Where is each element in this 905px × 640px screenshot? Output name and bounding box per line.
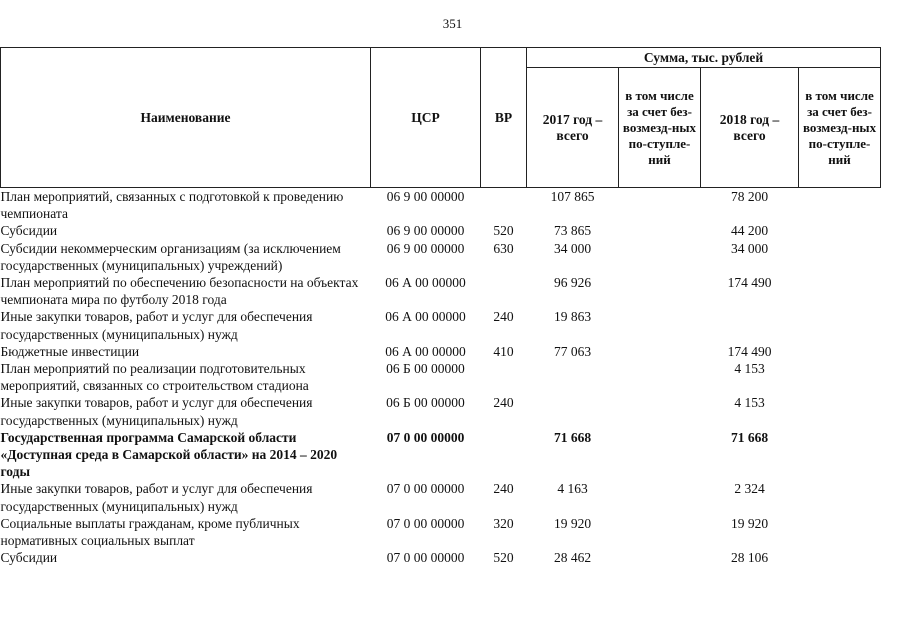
table-row bbox=[1, 515, 881, 549]
table-row bbox=[1, 274, 881, 308]
row-name: План мероприятий, связанных с подготовкой к проведению чемпионата bbox=[0, 189, 344, 222]
row-csr: 07 0 00 00000 bbox=[386, 481, 465, 497]
row-2018-incl bbox=[799, 222, 881, 239]
row-2018-incl bbox=[799, 394, 881, 428]
row-2017-incl bbox=[619, 549, 701, 566]
row-2017-total: 4 163 bbox=[557, 481, 588, 497]
row-vr bbox=[481, 274, 527, 308]
row-name: Иные закупки товаров, работ и услуг для обеспечения государственных (муниципальных) нужд bbox=[0, 481, 313, 514]
table-body bbox=[1, 188, 881, 567]
row-2017-incl bbox=[619, 188, 701, 223]
row-2018-total: 34 000 bbox=[730, 240, 769, 256]
row-name: Субсидии некоммерческим организациям (за исключением государственных (муниципальных) учреждений) bbox=[0, 240, 341, 273]
row-2017-incl bbox=[619, 308, 701, 342]
table-header bbox=[1, 48, 881, 188]
header-2018-incl: в том числе за счет без-возмезд-ных по-ступле-ний bbox=[799, 68, 881, 188]
row-csr: 06 А 00 00000 bbox=[385, 275, 466, 291]
row-csr: 06 Б 00 00000 bbox=[386, 361, 465, 377]
table-row bbox=[1, 429, 881, 481]
row-vr: 240 bbox=[493, 481, 514, 497]
row-2017-total: 107 865 bbox=[550, 189, 595, 204]
row-csr: 06 Б 00 00000 bbox=[386, 395, 465, 411]
row-csr: 06 9 00 00000 bbox=[386, 240, 465, 256]
table-row bbox=[1, 394, 881, 428]
table-row bbox=[1, 188, 881, 223]
row-2018-total: 28 106 bbox=[730, 550, 769, 566]
header-name: Наименование bbox=[1, 48, 371, 188]
row-2018-incl bbox=[799, 360, 881, 394]
row-csr: 06 9 00 00000 bbox=[386, 189, 465, 204]
row-vr: 240 bbox=[493, 395, 514, 411]
row-2017-incl bbox=[619, 222, 701, 239]
row-2017-total: 19 863 bbox=[553, 309, 592, 325]
row-2018-incl bbox=[799, 343, 881, 360]
row-csr: 06 9 00 00000 bbox=[386, 223, 465, 239]
row-2018-total: 19 920 bbox=[730, 515, 769, 531]
row-2018-total: 78 200 bbox=[730, 189, 769, 204]
table-row bbox=[1, 549, 881, 566]
table-row bbox=[1, 240, 881, 274]
header-2018-total: 2018 год – всего bbox=[701, 68, 799, 188]
row-name: Государственная программа Самарской области «Доступная среда в Самарской области» на 2014 – 2020 годы bbox=[0, 429, 338, 480]
row-csr: 07 0 00 00000 bbox=[386, 550, 465, 566]
row-vr bbox=[481, 188, 527, 223]
row-csr: 06 А 00 00000 bbox=[385, 309, 466, 325]
row-2017-total: 96 926 bbox=[553, 275, 592, 291]
row-name: Иные закупки товаров, работ и услуг для обеспечения государственных (муниципальных) нужд bbox=[0, 395, 313, 428]
row-2018-total bbox=[701, 308, 799, 342]
row-name: Субсидии bbox=[0, 223, 58, 239]
row-name: Субсидии bbox=[0, 550, 58, 566]
row-name: Социальные выплаты гражданам, кроме публичных нормативных социальных выплат bbox=[0, 515, 300, 549]
row-vr: 320 bbox=[493, 515, 514, 531]
row-vr bbox=[481, 360, 527, 394]
row-2017-total: 34 000 bbox=[553, 240, 592, 256]
table-row bbox=[1, 222, 881, 239]
header-vr: ВР bbox=[481, 48, 527, 188]
row-2017-total bbox=[527, 360, 619, 394]
row-vr: 240 bbox=[493, 309, 514, 325]
header-2017-total: 2017 год – всего bbox=[527, 68, 619, 188]
row-vr: 410 bbox=[493, 343, 514, 359]
row-2018-incl bbox=[799, 429, 881, 481]
row-name: Иные закупки товаров, работ и услуг для обеспечения государственных (муниципальных) нужд bbox=[0, 309, 313, 342]
header-2017-incl: в том числе за счет без-возмезд-ных по-ступле-ний bbox=[619, 68, 701, 188]
row-2017-total bbox=[527, 394, 619, 428]
row-2017-incl bbox=[619, 394, 701, 428]
header-sum-group: Сумма, тыс. рублей bbox=[527, 48, 881, 68]
row-2018-total: 2 324 bbox=[734, 481, 765, 497]
row-name: План мероприятий по реализации подготовительных мероприятий, связанных со строительством стадиона bbox=[0, 361, 309, 394]
row-vr: 520 bbox=[493, 550, 514, 566]
row-2017-incl bbox=[619, 429, 701, 481]
table-row bbox=[1, 360, 881, 394]
row-2017-incl bbox=[619, 343, 701, 360]
row-vr: 630 bbox=[493, 240, 514, 256]
row-2017-incl bbox=[619, 274, 701, 308]
row-name: План мероприятий по обеспечению безопасности на объектах чемпионата мира по футболу 2018 года bbox=[0, 275, 359, 308]
row-2018-incl bbox=[799, 274, 881, 308]
row-vr bbox=[481, 429, 527, 481]
row-2017-incl bbox=[619, 240, 701, 274]
row-vr: 520 bbox=[493, 223, 514, 239]
table-row bbox=[1, 480, 881, 514]
row-2018-total: 71 668 bbox=[730, 429, 769, 445]
page-number: 351 bbox=[442, 16, 463, 31]
row-name: Бюджетные инвестиции bbox=[0, 343, 140, 359]
row-2018-total: 174 490 bbox=[727, 343, 772, 359]
row-2018-incl bbox=[799, 188, 881, 223]
row-2017-total: 71 668 bbox=[553, 429, 592, 445]
row-2018-total: 44 200 bbox=[730, 223, 769, 239]
row-2018-incl bbox=[799, 308, 881, 342]
table-row bbox=[1, 343, 881, 360]
row-csr: 07 0 00 00000 bbox=[386, 515, 465, 531]
header-csr: ЦСР bbox=[371, 48, 481, 188]
row-2018-incl bbox=[799, 515, 881, 549]
row-csr: 07 0 00 00000 bbox=[386, 429, 465, 445]
row-2017-incl bbox=[619, 360, 701, 394]
row-2017-total: 73 865 bbox=[553, 223, 592, 239]
row-2018-total: 4 153 bbox=[734, 395, 765, 411]
row-2017-incl bbox=[619, 480, 701, 514]
row-2018-incl bbox=[799, 549, 881, 566]
table-row bbox=[1, 308, 881, 342]
row-2018-total: 4 153 bbox=[734, 361, 765, 377]
row-csr: 06 А 00 00000 bbox=[385, 343, 466, 359]
row-2017-incl bbox=[619, 515, 701, 549]
row-2018-total: 174 490 bbox=[727, 275, 772, 291]
row-2018-incl bbox=[799, 240, 881, 274]
row-2017-total: 77 063 bbox=[553, 343, 592, 359]
row-2017-total: 28 462 bbox=[553, 550, 592, 566]
budget-table bbox=[0, 47, 881, 566]
row-2017-total: 19 920 bbox=[553, 515, 592, 531]
row-2018-incl bbox=[799, 480, 881, 514]
